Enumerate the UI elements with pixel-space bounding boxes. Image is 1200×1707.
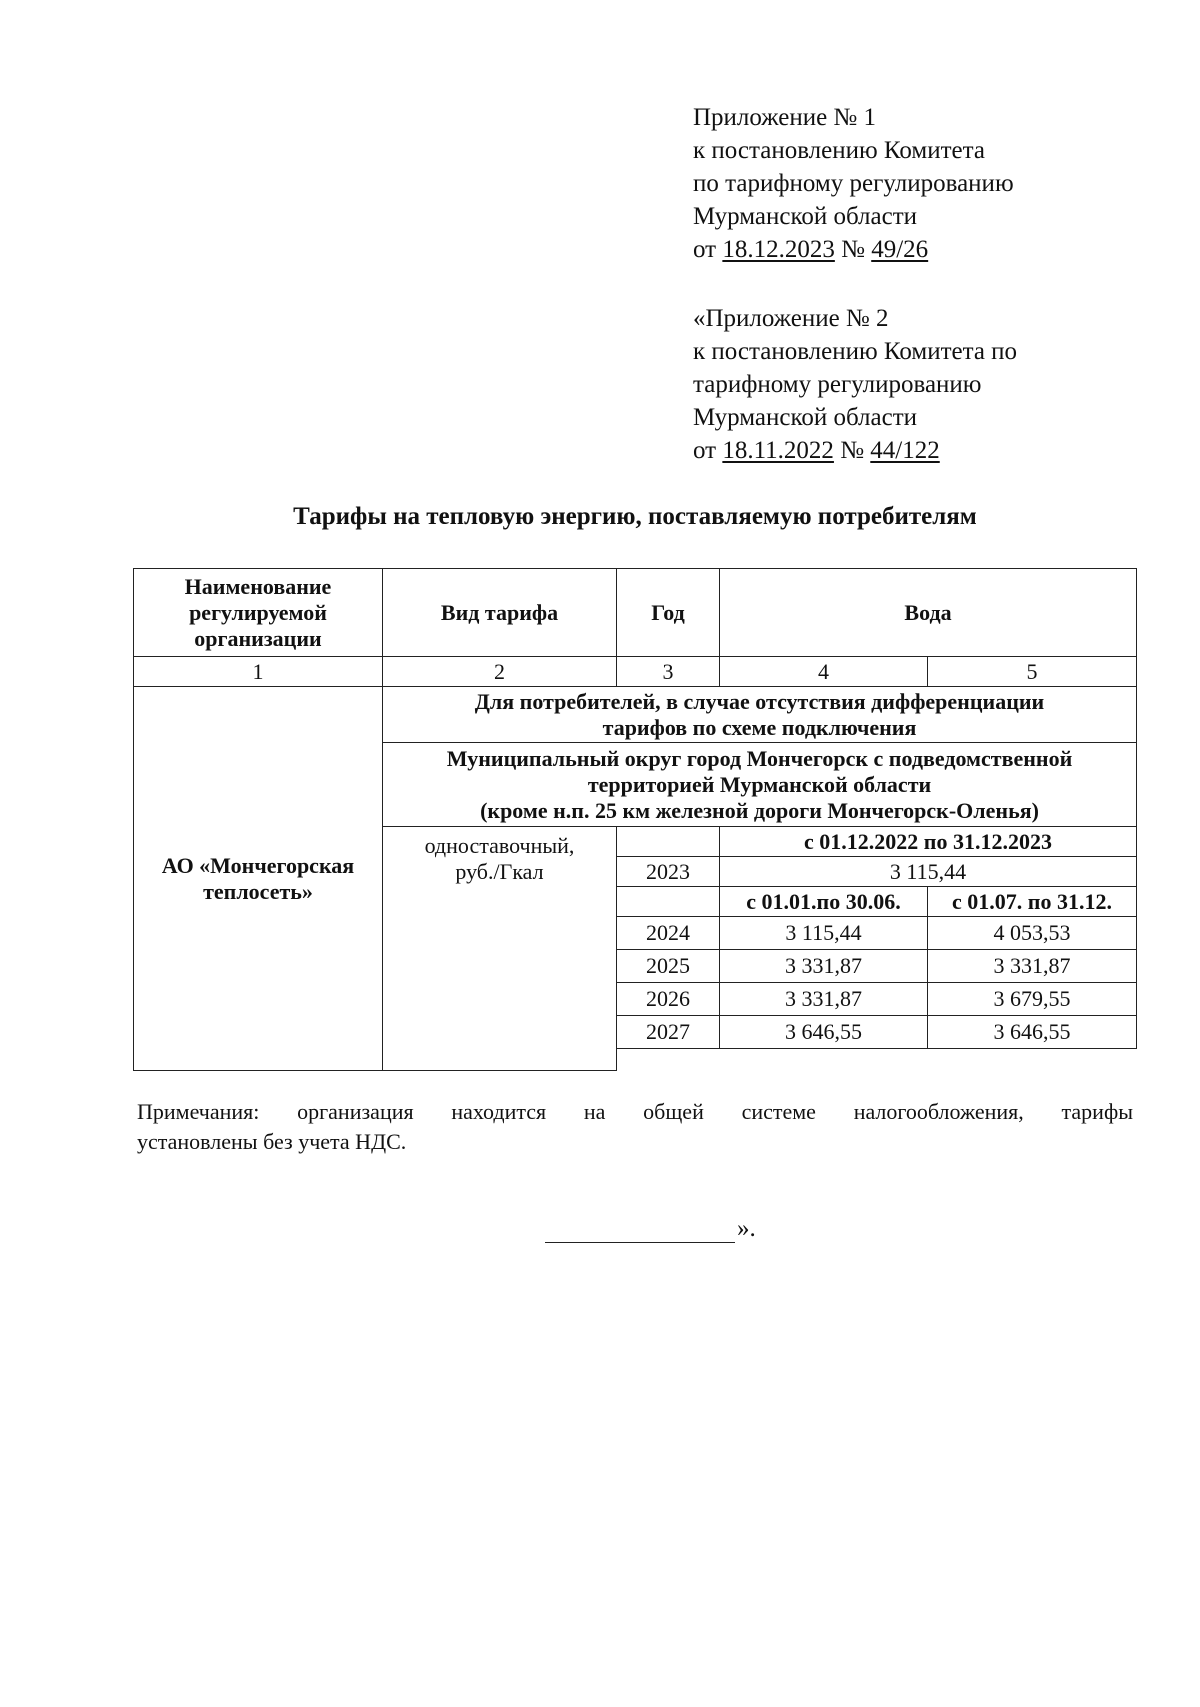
appendix-2-line-2: к постановлению Комитета по bbox=[693, 338, 1018, 365]
organization-name-line-1: АО «Мончегорская bbox=[161, 852, 355, 878]
row-half-2: 3 646,55 bbox=[928, 1016, 1137, 1049]
row-half-2: 4 053,53 bbox=[928, 917, 1137, 950]
col-number-4: 4 bbox=[720, 657, 928, 687]
closing-quote: ». bbox=[737, 1215, 756, 1242]
header-org-line-3: организации bbox=[194, 625, 322, 651]
empty-year-cell-3 bbox=[617, 1049, 720, 1071]
header-year: Год bbox=[617, 569, 720, 657]
appendix-1-date: 18.12.2023 bbox=[722, 236, 835, 263]
table-header-row bbox=[134, 569, 1137, 657]
header-org-line-2: регулируемой bbox=[189, 599, 327, 625]
appendix-1-line-3: по тарифному регулированию bbox=[693, 170, 1014, 197]
col-number-5: 5 bbox=[928, 657, 1137, 687]
col-number-2: 2 bbox=[383, 657, 617, 687]
tariff-type-line-1: одноставочный, bbox=[424, 833, 575, 858]
header-org bbox=[134, 569, 383, 657]
notes-line-2: установлены без учета НДС. bbox=[137, 1129, 407, 1154]
appendix-2-date-line bbox=[693, 434, 1017, 467]
empty-bottom-cell bbox=[720, 1049, 1137, 1071]
tariff-type-line-2: руб./Гкал bbox=[455, 859, 544, 884]
empty-year-cell-2 bbox=[617, 887, 720, 917]
section-consumers-line-2: тарифов по схеме подключения bbox=[602, 714, 917, 740]
year-2023: 2023 bbox=[617, 857, 720, 887]
row-half-2: 3 679,55 bbox=[928, 983, 1137, 1016]
value-2023: 3 115,44 bbox=[720, 857, 1137, 887]
row-year: 2024 bbox=[617, 917, 720, 950]
row-half-2: 3 331,87 bbox=[928, 950, 1137, 983]
appendix-1-num-prefix: № bbox=[834, 236, 872, 263]
row-half-1: 3 646,55 bbox=[720, 1016, 928, 1049]
section-consumers bbox=[383, 687, 1137, 743]
section-municipality bbox=[383, 743, 1137, 827]
header-tariff-type: Вид тарифа bbox=[383, 569, 617, 657]
appendix-2-number: 44/122 bbox=[870, 437, 940, 464]
appendix-2-date-prefix: от bbox=[693, 437, 723, 464]
col-number-1: 1 bbox=[134, 657, 383, 687]
notes bbox=[137, 1097, 1133, 1157]
col-number-3: 3 bbox=[617, 657, 720, 687]
section-municipality-line-1: Муниципальный округ город Мончегорск с подведомственной bbox=[446, 745, 1073, 771]
period-2023: с 01.12.2022 по 31.12.2023 bbox=[720, 827, 1137, 857]
section-consumers-line-1: Для потребителей, в случае отсутствия дифференциации bbox=[474, 688, 1045, 714]
tariff-table bbox=[133, 568, 1137, 1071]
section-municipality-line-2: территорией Мурманской области bbox=[587, 771, 932, 797]
row-year: 2025 bbox=[617, 950, 720, 983]
section-municipality-line-3: (кроме н.п. 25 км железной дороги Мончегорск-Оленья) bbox=[480, 797, 1039, 823]
row-half-1: 3 115,44 bbox=[720, 917, 928, 950]
appendix-1-header bbox=[693, 101, 1014, 266]
organization-name-line-2: теплосеть» bbox=[203, 878, 313, 904]
organization-name bbox=[134, 687, 383, 1071]
column-number-row bbox=[134, 657, 1137, 687]
header-water: Вода bbox=[720, 569, 1137, 657]
document-title: Тарифы на тепловую энергию, поставляемую потребителям bbox=[293, 503, 977, 530]
appendix-2-date: 18.11.2022 bbox=[722, 437, 834, 464]
row-half-1: 3 331,87 bbox=[720, 983, 928, 1016]
header-org-line-1: Наименование bbox=[184, 573, 332, 599]
row-year: 2027 bbox=[617, 1016, 720, 1049]
closing-line bbox=[545, 1218, 735, 1243]
appendix-1-line-1: Приложение № 1 bbox=[693, 104, 877, 131]
section-1-row bbox=[134, 687, 1137, 743]
appendix-2-line-4: Мурманской области bbox=[693, 404, 918, 431]
appendix-1-line-4: Мурманской области bbox=[693, 203, 918, 230]
appendix-2-line-3: тарифному регулированию bbox=[693, 371, 982, 398]
half-1-header: с 01.01.по 30.06. bbox=[720, 887, 928, 917]
tariff-type-value bbox=[383, 827, 617, 1071]
appendix-1-line-2: к постановлению Комитета bbox=[693, 137, 985, 164]
appendix-2-num-prefix: № bbox=[833, 437, 871, 464]
empty-year-cell-1 bbox=[617, 827, 720, 857]
appendix-2-header bbox=[693, 302, 1017, 467]
appendix-1-date-line bbox=[693, 233, 1014, 266]
row-year: 2026 bbox=[617, 983, 720, 1016]
half-2-header: с 01.07. по 31.12. bbox=[928, 887, 1137, 917]
notes-line-1: Примечания: организация находится на общей системе налогообложения, тарифы bbox=[137, 1099, 1133, 1124]
appendix-1-date-prefix: от bbox=[693, 236, 723, 263]
appendix-1-number: 49/26 bbox=[871, 236, 929, 263]
row-half-1: 3 331,87 bbox=[720, 950, 928, 983]
appendix-2-line-1: «Приложение № 2 bbox=[693, 305, 889, 332]
